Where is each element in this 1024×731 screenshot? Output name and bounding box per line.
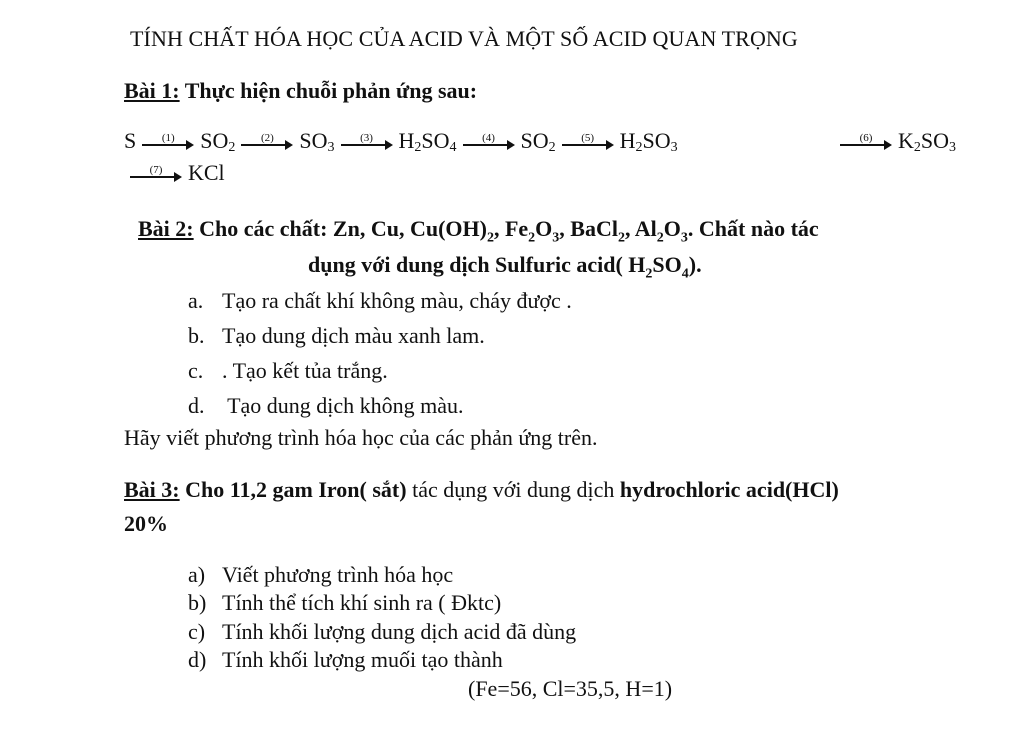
reaction-step-label: (6) — [859, 132, 873, 144]
item-label: c) — [188, 619, 206, 644]
bai1-label: Bài 1: — [124, 78, 180, 103]
bai2-label: Bài 2: — [138, 216, 194, 241]
list-item — [188, 288, 572, 314]
bai2-question-line1 — [138, 216, 819, 251]
item-text: Tính khối lượng muối tạo thành — [222, 647, 503, 672]
item-label: b) — [188, 590, 207, 615]
chemical-formula: $H_2SO_3$ — [619, 128, 678, 155]
item-text: Viết phương trình hóa học — [222, 562, 454, 587]
bai2-l1-s1: 2 — [486, 230, 494, 246]
bai2-l1-mid1: , Fe — [493, 216, 529, 241]
bai2-l1-post: . Chất nào tác — [687, 216, 819, 241]
arrow-icon — [463, 140, 515, 150]
reaction-arrow — [562, 133, 614, 150]
item-label: a) — [188, 562, 206, 587]
bai2-l2-pre: dụng với dung dịch Sulfuric acid( H — [308, 252, 646, 277]
bai2-l1-s3: 3 — [552, 230, 560, 246]
chemical-formula: $SO_3$ — [299, 128, 335, 155]
bai2-l1-s5: 2 — [656, 230, 664, 246]
bai1-text: Thực hiện chuỗi phản ứng sau: — [179, 78, 478, 103]
bai3-bold1: Cho 11,2 gam Iron( — [179, 477, 367, 502]
reaction-arrow — [840, 133, 892, 150]
reaction-step-label: (7) — [149, 164, 163, 176]
bai2-footer: Hãy viết phương trình hóa học của các phản ứng trên. — [124, 425, 598, 450]
reaction-arrow — [241, 133, 293, 150]
chemical-formula: $SO_2$ — [520, 128, 556, 155]
reaction-arrow — [463, 133, 515, 150]
bai2-l1-mid4: , Al — [624, 216, 657, 241]
arrow-icon — [241, 140, 293, 150]
bai2-l1-s4: 2 — [617, 230, 625, 246]
list-item — [188, 562, 453, 588]
bai2-l2-mid: SO — [652, 252, 682, 277]
arrow-icon — [130, 172, 182, 182]
bai3-normal2: tác dụng với dung dịch — [406, 477, 620, 502]
reaction-arrow — [142, 133, 194, 150]
bai2-l2-s1: 2 — [645, 266, 653, 282]
item-text: Tính khối lượng dung dịch acid đã dùng — [222, 619, 577, 644]
chemical-formula: $K_2SO_3$ — [898, 128, 957, 155]
reaction-step-label: (2) — [260, 132, 274, 144]
item-text: Tính thể tích khí sinh ra ( Đktc) — [222, 590, 502, 615]
bai3-question-line1 — [124, 477, 839, 503]
reaction-step-label: (5) — [581, 132, 595, 144]
list-item — [188, 323, 485, 349]
bai2-l1-s2: 2 — [528, 230, 536, 246]
arrow-icon — [562, 140, 614, 150]
reaction-step-label: (1) — [161, 132, 175, 144]
item-label: b. — [188, 323, 205, 348]
item-label: c. — [188, 358, 204, 383]
bai3-label: Bài 3: — [124, 477, 180, 502]
chemical-formula: $SO_2$ — [200, 128, 236, 155]
chemical-formula: $H_2SO_4$ — [398, 128, 457, 155]
given-atomic-masses: (Fe=56, Cl=35,5, H=1) — [468, 676, 673, 701]
reaction-arrow — [130, 165, 182, 182]
reaction-chain-line1 — [124, 128, 678, 154]
item-text: Tạo dung dịch không màu. — [222, 393, 464, 418]
bai2-l1-mid2: O — [535, 216, 553, 241]
item-label: d. — [188, 393, 205, 418]
bai2-l1-mid3: , BaCl — [559, 216, 618, 241]
arrow-icon — [341, 140, 393, 150]
reaction-step-label: (4) — [482, 132, 495, 144]
page-title: TÍNH CHẤT HÓA HỌC CỦA ACID VÀ MỘT SỐ ACID QUAN TRỌNG — [130, 26, 798, 51]
reaction-arrow — [341, 133, 393, 150]
item-label: d) — [188, 647, 207, 672]
bai2-l1-pre: Cho các chất: Zn, Cu, Cu(OH) — [193, 216, 487, 241]
item-text: . Tạo kết tủa trắng. — [222, 358, 388, 383]
reaction-chain-line1-end — [834, 128, 956, 154]
item-text: Tạo dung dịch màu xanh lam. — [222, 323, 485, 348]
bai2-question-line2 — [308, 252, 702, 287]
bai2-l2-s2: 4 — [681, 266, 689, 282]
item-label: a. — [188, 288, 204, 313]
list-item — [188, 393, 464, 419]
reaction-chain-line2 — [124, 160, 225, 186]
list-item — [188, 619, 576, 645]
bai1-heading — [124, 78, 477, 104]
arrow-icon — [142, 140, 194, 150]
item-text: Tạo ra chất khí không màu, cháy được . — [222, 288, 572, 313]
bai2-l1-s6: 3 — [680, 230, 688, 246]
chemical-formula: KCl — [188, 160, 225, 185]
bai2-l1-mid5: O — [663, 216, 681, 241]
reaction-step-label: (3) — [360, 132, 373, 144]
bai3-bold2: hydrochloric acid(HCl) — [619, 477, 839, 502]
bai3-question-line2: 20% — [124, 511, 168, 536]
bai2-l2-post: ). — [688, 252, 702, 277]
chemical-formula: S — [124, 128, 137, 153]
list-item — [188, 358, 388, 384]
list-item — [188, 647, 503, 673]
arrow-icon — [840, 140, 892, 150]
list-item — [188, 590, 501, 616]
bai3-normal1: sắt) — [366, 477, 407, 502]
